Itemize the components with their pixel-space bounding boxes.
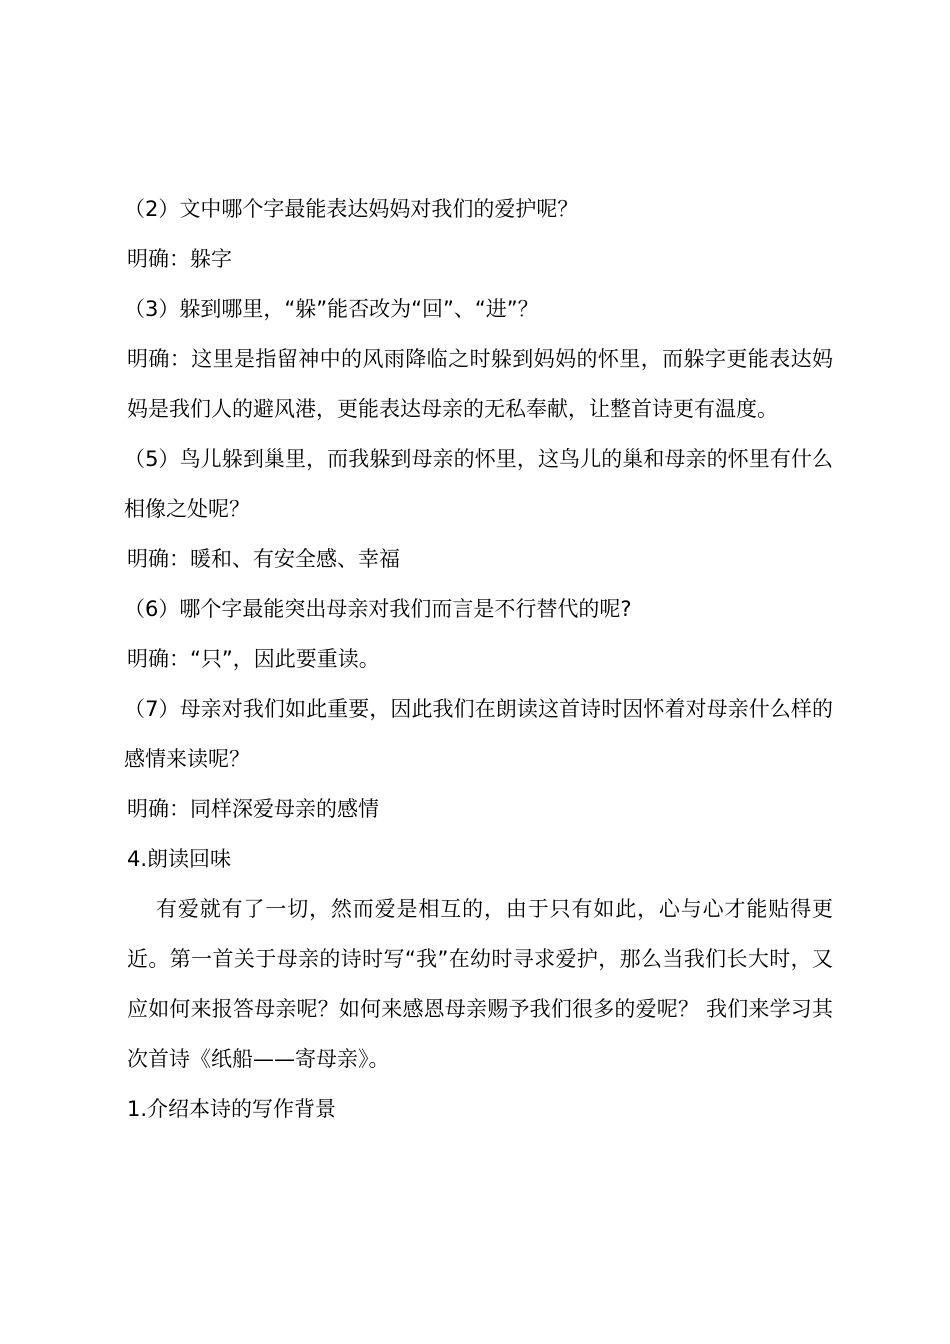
answer-7: 明确：同样深爱母亲的感情 [127,797,379,821]
section-heading-1: 1.介绍本诗的写作背景 [127,1097,337,1121]
question-6: （6）哪个字最能突出母亲对我们而言是不行替代的呢? [124,597,632,621]
question-3: （3）躲到哪里，“躲”能否改为“回”、“进”？ [124,297,539,321]
answer-3-paragraph: 明确：这里是指留神中的风雨降临之时躲到妈妈的怀里，而躲字更能表达妈妈是我们人的避风港，更能表达母亲的无私奉献，让整首诗更有温度。 [127,347,833,421]
question-7-paragraph: （7）母亲对我们如此重要，因此我们在朗读这首诗时因怀着对母亲什么样的感情来读呢？ [124,697,833,771]
answer-5: 明确：暖和、有安全感、幸福 [127,547,400,571]
document-body [124,184,833,1134]
section-heading-4: 4.朗读回味 [127,847,232,871]
answer-6: 明确：“只”，因此要重读。 [127,647,380,671]
question-2: （2）文中哪个字最能表达妈妈对我们的爱护呢？ [124,197,579,221]
reading-paragraph: 有爱就有了一切，然而爱是相互的，由于只有如此，心与心才能贴得更近。第一首关于母亲的诗时写“我”在幼时寻求爱护，那么当我们长大时，又应如何来报答母亲呢？如何来感恩母亲赐予我们很多的爱呢？ 我们来学习其次首诗《纸船——寄母亲》。 [127,897,833,1071]
question-5-paragraph: （5）鸟儿躲到巢里，而我躲到母亲的怀里，这鸟儿的巢和母亲的怀里有什么相像之处呢？ [124,447,833,521]
answer-2: 明确：躲字 [127,247,232,271]
